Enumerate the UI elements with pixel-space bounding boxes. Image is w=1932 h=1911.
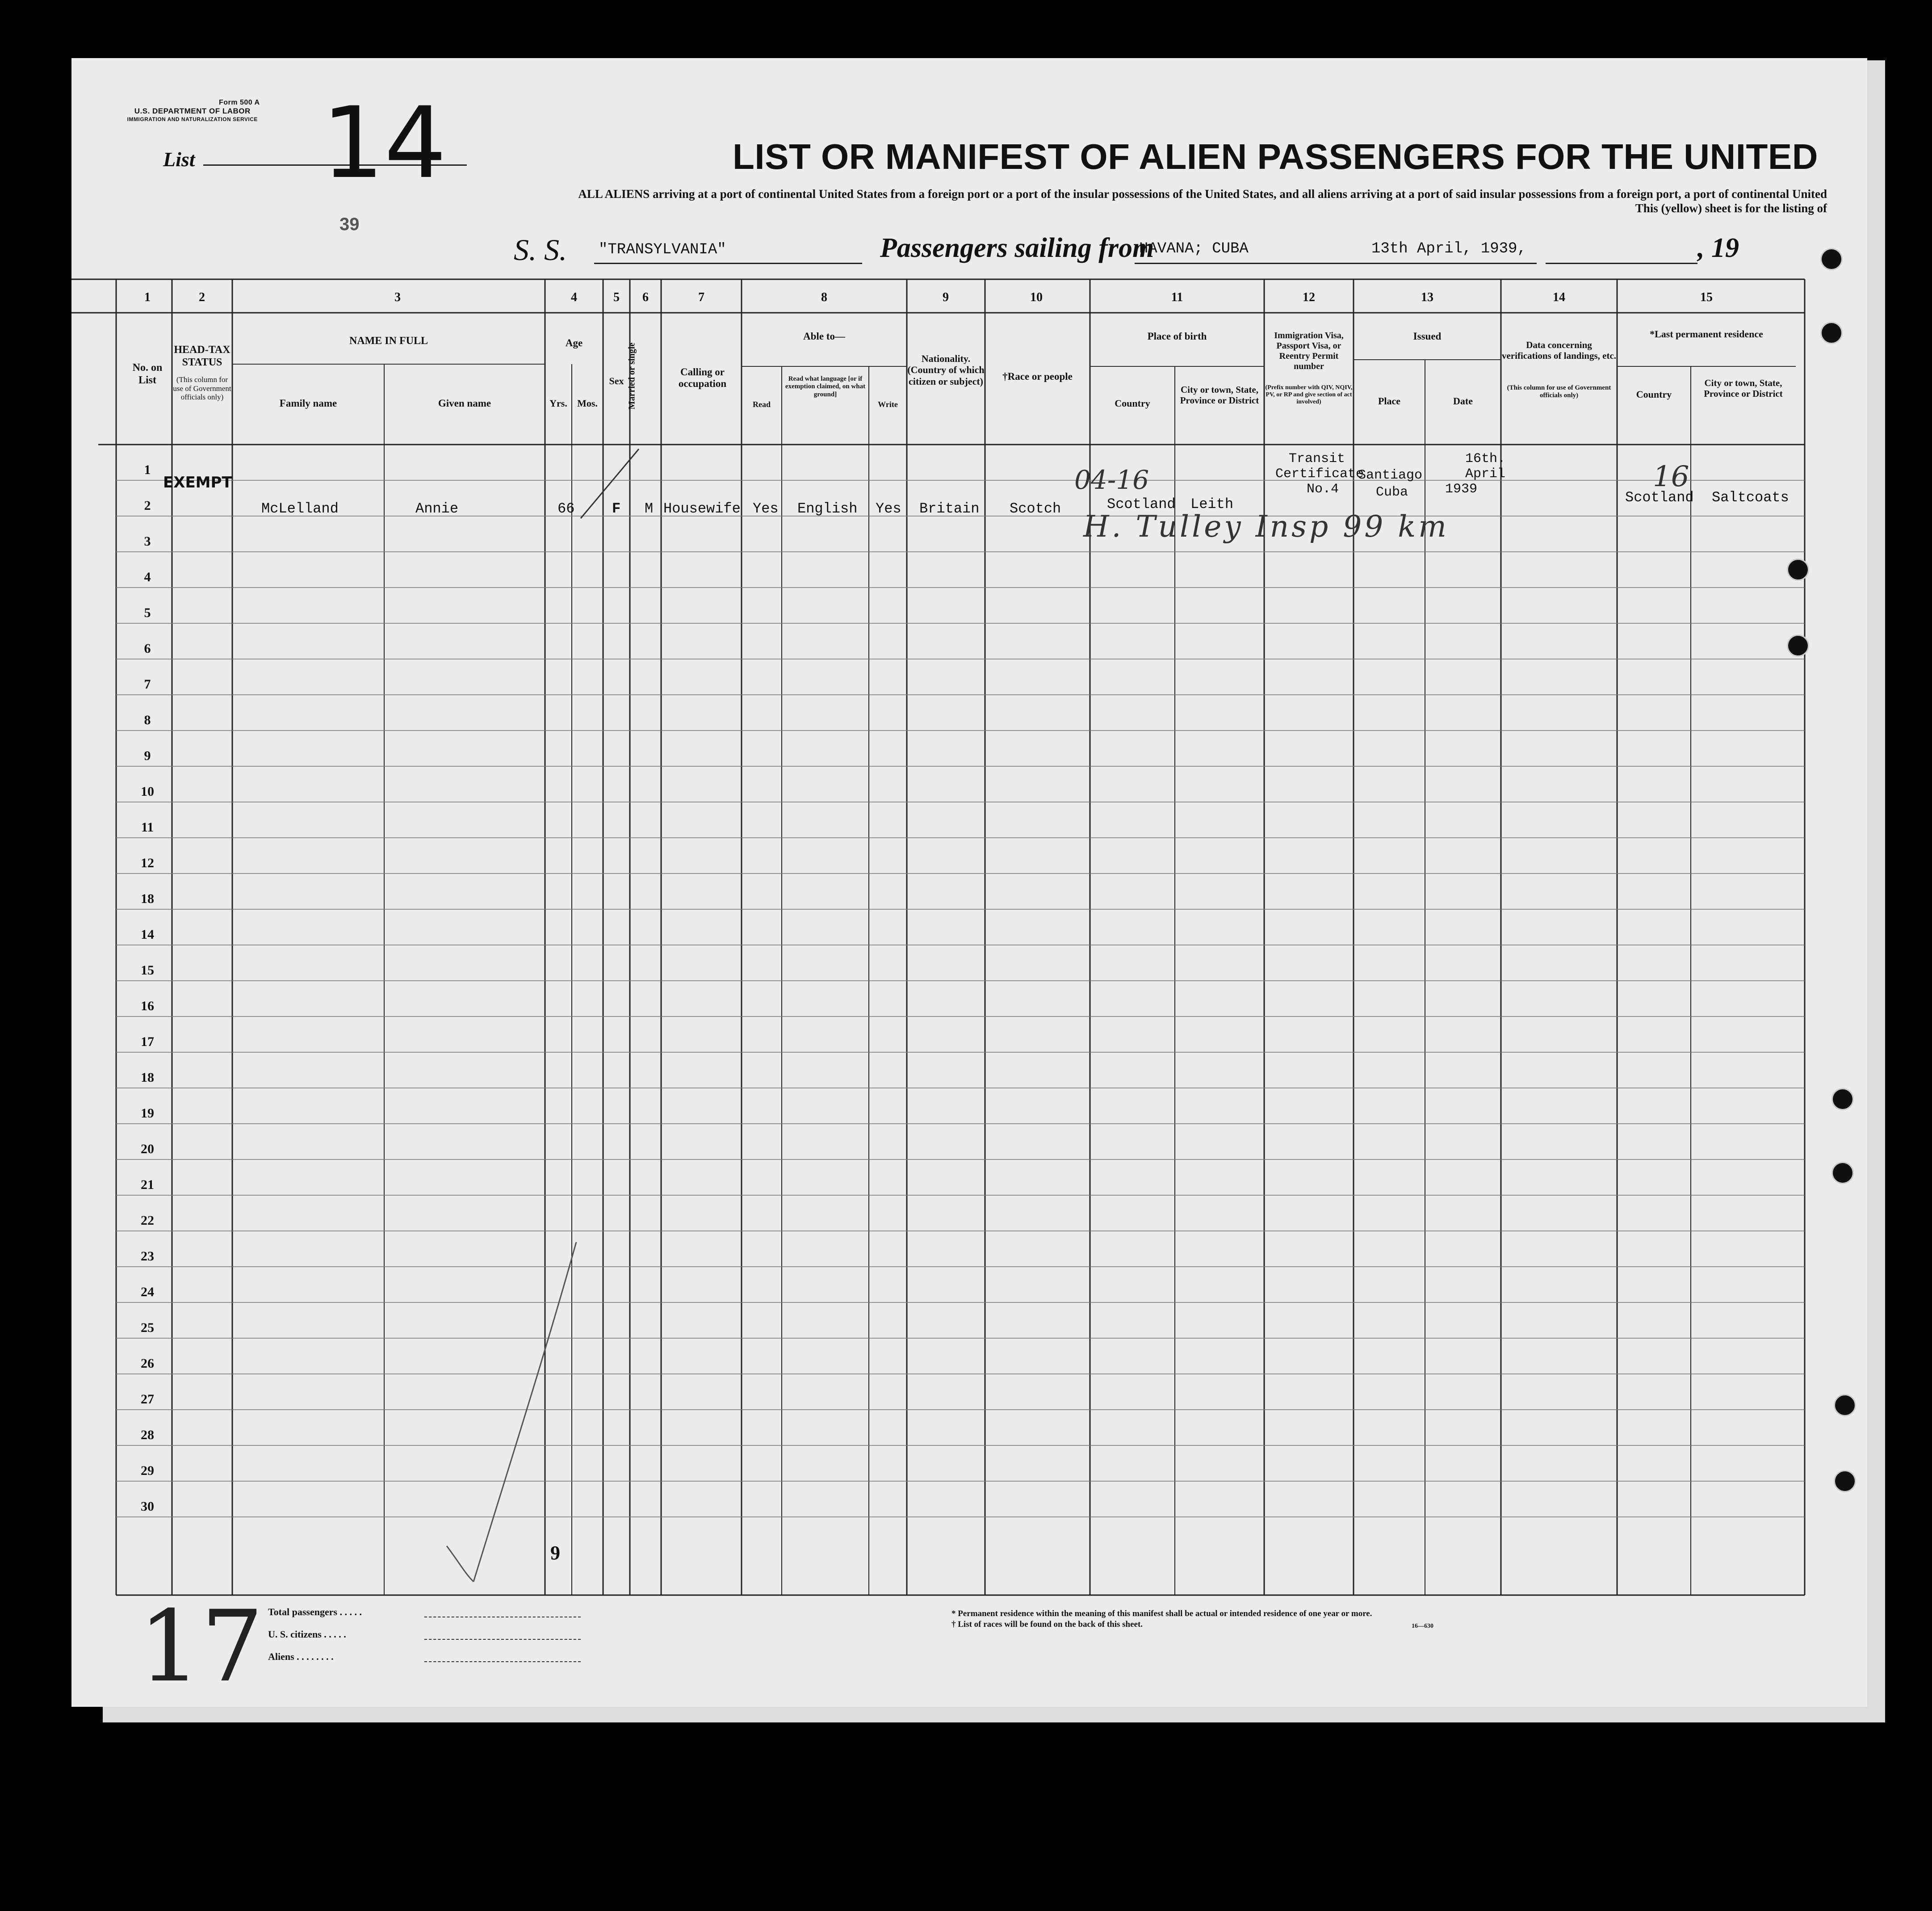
binder-hole: [1820, 248, 1843, 270]
column-number: 2: [199, 290, 205, 304]
binder-hole: [1834, 1394, 1856, 1416]
row-number: 7: [144, 677, 151, 692]
footer-notes: [951, 1609, 1577, 1630]
row-number: 28: [141, 1428, 154, 1442]
row-number: 12: [141, 856, 154, 870]
header-read: Read: [753, 400, 771, 409]
header-age: Age: [565, 337, 583, 349]
entry-birth-country: Scotland: [1107, 496, 1176, 512]
header-pob-country: Country: [1115, 398, 1150, 409]
row-number: 24: [141, 1285, 154, 1299]
visa-line-3: No.4: [1307, 482, 1339, 497]
footer-total: Total passengers . . . . .: [268, 1606, 362, 1617]
header-yrs: Yrs.: [549, 398, 567, 409]
footer-citizens: U. S. citizens . . . . .: [268, 1629, 346, 1640]
row-number: 6: [144, 641, 151, 656]
row-number: 18: [141, 1070, 154, 1085]
list-label: List: [163, 148, 195, 171]
row-number: 29: [141, 1463, 154, 1478]
row-number: 19: [141, 1106, 154, 1121]
header-name-in-full: NAME IN FULL: [349, 335, 428, 347]
entry-language: English: [797, 500, 858, 517]
row-number: 11: [141, 820, 154, 835]
footer-citizens-line: [424, 1639, 581, 1640]
entry-residence-city: Saltcoats: [1712, 489, 1789, 506]
header-write: Write: [878, 400, 898, 409]
entry-married: M: [645, 500, 654, 517]
column-number: 13: [1421, 290, 1433, 304]
header-date: Date: [1453, 395, 1473, 407]
row-number: 18: [141, 891, 154, 906]
entry-age: 66: [557, 500, 575, 517]
year-label: , 19: [1697, 233, 1739, 263]
column-number: 5: [613, 290, 620, 304]
column-number: 10: [1030, 290, 1043, 304]
header-calling: Calling or occupation: [678, 366, 727, 390]
column-number: 14: [1553, 290, 1565, 304]
column-number: 12: [1303, 290, 1315, 304]
row-number: 9: [144, 748, 151, 763]
column-number: 4: [571, 290, 577, 304]
subtitle-line-1: ALL ALIENS arriving at a port of continental United States from a foreign port or a port of the insular possessions of the United States, and all aliens arriving at a port of said insular possessions from a foreign port, a port of continental United: [578, 187, 1827, 201]
column-number: 3: [394, 290, 401, 304]
row-number: 2: [144, 498, 151, 513]
header-last-residence: *Last permanent residence: [1650, 328, 1763, 340]
header-able-to: Able to—: [803, 331, 845, 342]
subtitle-line-2: This (yellow) sheet is for the listing of: [1635, 202, 1827, 215]
header-no-on-list: No. on List: [132, 362, 163, 386]
entry-occupation: Housewife: [663, 500, 741, 517]
entry-residence-country: Scotland: [1625, 489, 1694, 506]
ship-name: "TRANSYLVANIA": [599, 241, 726, 258]
list-number: 14: [322, 86, 447, 200]
footer-aliens: Aliens . . . . . . . .: [268, 1651, 334, 1662]
binder-hole: [1831, 1088, 1854, 1110]
annotation-code: 04-16: [1074, 465, 1149, 495]
header-married: Married or single: [627, 342, 637, 410]
entry-issued-place: [1358, 467, 1422, 501]
row-number: 21: [141, 1177, 154, 1192]
entry-visa: [1275, 451, 1364, 497]
sailing-label: Passengers sailing from: [880, 233, 1154, 263]
page-title: LIST OR MANIFEST OF ALIEN PASSENGERS FOR THE UNITED: [733, 137, 1819, 176]
port-of-departure: HAVANA; CUBA: [1139, 240, 1249, 257]
column-number: 9: [943, 290, 949, 304]
binder-hole: [1834, 1470, 1856, 1492]
header-read-language: Read what language [or if exemption claimed, on what ground]: [785, 375, 866, 398]
issued-place-line-2: Cuba: [1376, 485, 1408, 500]
header-pob-city: City or town, State, Province or District: [1180, 384, 1259, 406]
row-number: 5: [144, 605, 151, 620]
visa-line-2: Certificate: [1275, 466, 1364, 482]
row-number: 10: [141, 784, 154, 799]
annotation-residence-mark: 16: [1653, 460, 1689, 493]
issued-date-line-2: April: [1465, 466, 1506, 482]
header-landings-note: (This column for use of Government officials only): [1507, 384, 1611, 399]
annotation-inspector: H. Tulley Insp 99 km: [1083, 509, 1449, 544]
column-number: 7: [698, 290, 704, 304]
binder-hole: [1787, 559, 1809, 581]
row-number: 15: [141, 963, 154, 978]
footer-code: 16—630: [1412, 1623, 1433, 1630]
header-given-name: Given name: [438, 398, 491, 409]
footer-aliens-line: [424, 1661, 581, 1662]
row-number: 23: [141, 1249, 154, 1264]
row-number: 8: [144, 713, 151, 727]
margin-number: 17: [138, 1589, 264, 1704]
form-number: Form 500 A: [219, 99, 260, 106]
row-number: 17: [141, 1034, 154, 1049]
column-number: 8: [821, 290, 827, 304]
entry-sex: F: [612, 500, 621, 517]
binder-hole: [1787, 634, 1809, 657]
header-head-tax: HEAD-TAX STATUS: [174, 344, 230, 368]
row-number: 4: [144, 570, 151, 584]
header-place-of-birth: Place of birth: [1147, 331, 1207, 342]
sailing-date: 13th April, 1939,: [1371, 240, 1526, 257]
row-number: 16: [141, 999, 154, 1013]
header-nationality: Nationality. (Country of which citizen or subject): [907, 353, 985, 387]
header-head-tax-note: (This column for use of Government officials only): [173, 375, 231, 402]
annotation-digit: 9: [550, 1542, 560, 1564]
row-number: 22: [141, 1213, 154, 1228]
header-visa-note: (Prefix number with QIV, NQIV, PV, or RP and give section of act involved): [1265, 384, 1353, 406]
entry-issued-date: [1445, 451, 1505, 497]
binder-hole: [1831, 1162, 1854, 1184]
visa-line-1: Transit: [1289, 451, 1345, 466]
header-landings: Data concerning verifications of landings, etc.: [1501, 340, 1617, 361]
service: IMMIGRATION AND NATURALIZATION SERVICE: [127, 116, 258, 122]
issued-place-line-1: Santiago: [1358, 468, 1423, 483]
manifest-sheet: [71, 58, 1867, 1707]
ss-label: S. S.: [514, 233, 567, 267]
header-family-name: Family name: [279, 398, 337, 409]
column-number: 15: [1700, 290, 1713, 304]
column-number: 1: [144, 290, 151, 304]
header-visa: Immigration Visa, Passport Visa, or Reentry Permit number: [1274, 331, 1344, 371]
entry-family-name: McLelland: [261, 500, 339, 517]
row-number: 20: [141, 1142, 154, 1156]
issued-date-line-3: 1939: [1445, 482, 1478, 497]
issued-date-line-1: 16th.: [1465, 451, 1506, 466]
table-grid: [71, 58, 1867, 1707]
row-number: 26: [141, 1356, 154, 1371]
binder-hole: [1820, 322, 1843, 344]
row-number: 3: [144, 534, 151, 549]
header-mos: Mos.: [577, 398, 598, 409]
department: U.S. DEPARTMENT OF LABOR: [134, 107, 251, 115]
entry-given-name: Annie: [415, 500, 459, 517]
column-number: 6: [642, 290, 649, 304]
row-number: 27: [141, 1392, 154, 1407]
header-issued: Issued: [1413, 331, 1442, 342]
entry-write: Yes: [876, 500, 901, 517]
entry-birth-city: Leith: [1190, 496, 1234, 512]
footer-note-2: † List of races will be found on the back of this sheet.: [951, 1620, 1143, 1629]
header-sex: Sex: [609, 375, 624, 386]
entry-head-tax: EXEMPT: [163, 474, 232, 491]
row-number: 25: [141, 1320, 154, 1335]
entry-read: Yes: [753, 500, 779, 517]
header-lr-city: City or town, State, Province or District: [1704, 378, 1783, 399]
entry-nationality: Britain: [919, 500, 980, 517]
header-race: †Race or people: [1002, 371, 1073, 382]
header-place: Place: [1378, 395, 1401, 407]
stamp-number: 39: [339, 214, 360, 234]
row-number: 14: [141, 927, 154, 942]
footer-note-1: * Permanent residence within the meaning of this manifest shall be actual or intended residence of one year or more.: [951, 1609, 1372, 1618]
column-number: 11: [1171, 290, 1183, 304]
header-lr-country: Country: [1636, 389, 1672, 400]
row-number: 30: [141, 1499, 154, 1514]
entry-race: Scotch: [1010, 500, 1061, 517]
row-number: 1: [144, 462, 151, 477]
